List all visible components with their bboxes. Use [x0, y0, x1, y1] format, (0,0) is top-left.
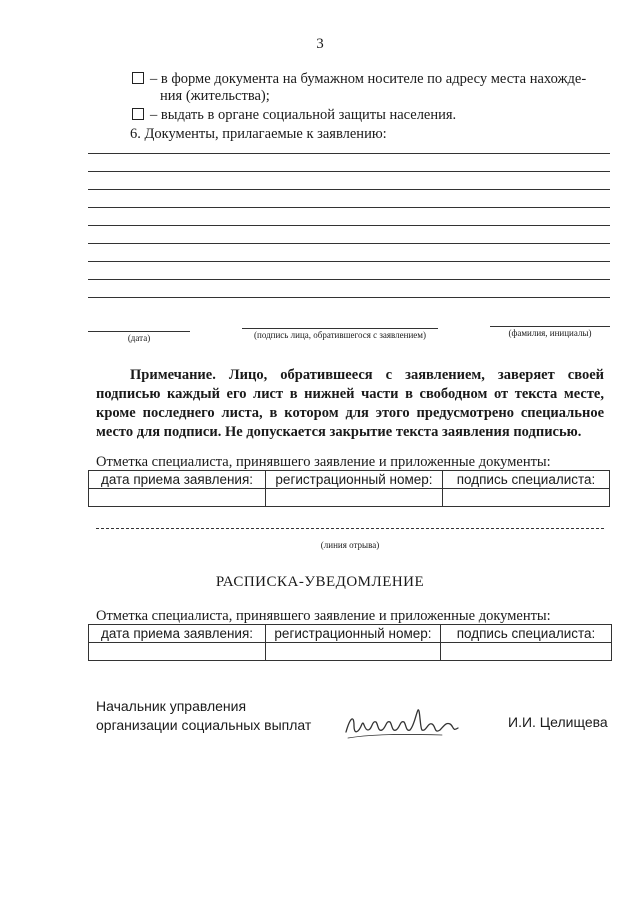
- table-header-row: [89, 625, 612, 643]
- table-header-cell: дата приема заявления:: [89, 471, 266, 489]
- note-paragraph: Примечание. Лицо, обратившееся с заявлением, заверяет своей подписью каждый его лист в нижней части в свободном от текста месте, кроме последнего листа, в котором для этого предусмотрено специальное место для подписи. Не допускается закрытие текста заявления подписью.: [96, 367, 604, 440]
- table-header-cell: регистрационный номер:: [266, 625, 441, 643]
- option-office-pickup-text: – выдать в органе социальной защиты населения.: [150, 107, 457, 123]
- documents-line[interactable]: [88, 207, 610, 208]
- date-caption: (дата): [127, 333, 151, 343]
- option-paper-delivery-text: – в форме документа на бумажном носителе по адресу места нахожде-: [150, 71, 587, 87]
- head-title-line2: организации социальных выплат: [96, 717, 312, 733]
- receipt-title: РАСПИСКА-УВЕДОМЛЕНИЕ: [215, 574, 425, 590]
- checkbox-office-pickup[interactable]: [132, 108, 144, 120]
- documents-heading: 6. Документы, прилагаемые к заявлению:: [130, 126, 387, 142]
- page-number: 3: [316, 36, 324, 52]
- documents-line[interactable]: [88, 153, 610, 154]
- documents-line[interactable]: [88, 279, 610, 280]
- tear-line: [96, 528, 604, 529]
- table-header-cell: подпись специалиста:: [443, 471, 610, 489]
- name-line[interactable]: [490, 326, 610, 327]
- table-row: [89, 643, 612, 661]
- table-row: [89, 489, 610, 507]
- head-title: [96, 697, 311, 735]
- date-cell[interactable]: [89, 643, 266, 661]
- option-office-pickup: [132, 106, 456, 124]
- documents-line[interactable]: [88, 297, 610, 298]
- date-cell[interactable]: [89, 489, 266, 507]
- registration-table: [88, 470, 610, 507]
- specialist-signature-cell[interactable]: [441, 643, 612, 661]
- table-header-cell: дата приема заявления:: [89, 625, 266, 643]
- head-name: И.И. Целищева: [508, 714, 608, 730]
- documents-line[interactable]: [88, 225, 610, 226]
- documents-line[interactable]: [88, 261, 610, 262]
- specialist-mark-label: Отметка специалиста, принявшего заявление и приложенные документы:: [96, 454, 551, 470]
- head-title-line1: Начальник управления: [96, 698, 247, 714]
- date-line[interactable]: [88, 331, 190, 332]
- table-header-cell: подпись специалиста:: [441, 625, 612, 643]
- option-paper-delivery-cont: ния (жительства);: [160, 88, 270, 104]
- reg-number-cell[interactable]: [266, 643, 441, 661]
- handwritten-signature: [342, 704, 462, 744]
- signature-caption: (подпись лица, обратившегося с заявлением): [254, 330, 426, 340]
- checkbox-paper-delivery[interactable]: [132, 72, 144, 84]
- specialist-signature-cell[interactable]: [443, 489, 610, 507]
- documents-line[interactable]: [88, 189, 610, 190]
- documents-line[interactable]: [88, 243, 610, 244]
- signature-line[interactable]: [242, 328, 438, 329]
- tear-line-caption: (линия отрыва): [320, 540, 380, 550]
- reg-number-cell[interactable]: [266, 489, 443, 507]
- documents-line[interactable]: [88, 171, 610, 172]
- table-header-row: [89, 471, 610, 489]
- table-header-cell: регистрационный номер:: [266, 471, 443, 489]
- specialist-mark-label-receipt: Отметка специалиста, принявшего заявление и приложенные документы:: [96, 608, 551, 624]
- option-paper-delivery: [132, 70, 586, 88]
- name-caption: (фамилия, инициалы): [508, 328, 592, 338]
- receipt-registration-table: [88, 624, 612, 661]
